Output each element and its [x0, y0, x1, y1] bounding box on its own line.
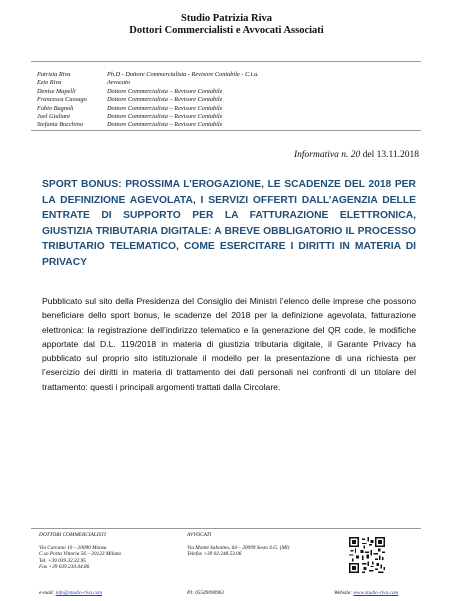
footer-divider: [31, 528, 421, 529]
member-name: Ezio Riva: [37, 79, 62, 87]
letterhead: [0, 13, 453, 36]
member-row: [37, 113, 367, 121]
website-label: Website:: [334, 590, 354, 596]
footer-website: [334, 590, 398, 596]
member-row: [37, 71, 367, 79]
document-body: Pubblicato sul sito della Presidenza del Consiglio dei Ministri l’elenco delle imprese che possono beneficiare dello sport bonus, le scadenze del 2018 per la definizione agevolata, fatturazione elettronica: la registrazione dell’indirizzo telematico e la generazione del QR code, le modifiche apportate dal D.L. 119/2018 in materia di giustizia tributaria digitale, il Garante Privacy ha pubblicato sul proprio sito istituzionale il modello per la presentazione di una richiesta per l’esercizio dei diritti in materia di trattamento dei dati personali nei confronti di un titolare del trattamento: questi i principali argomenti trattati dalla Circolare.: [42, 296, 416, 392]
header-divider: [31, 61, 421, 62]
footer-piva: PI: 05549090961: [187, 590, 225, 596]
informativa-number: Informativa n. 20: [294, 150, 361, 160]
email-link[interactable]: info@studio-riva.com: [55, 590, 103, 596]
member-name: Francesca Cassago: [37, 96, 87, 104]
footer-commercialisti: [39, 532, 189, 571]
member-role: Dottore Commercialista – Revisore Contabile: [107, 113, 223, 121]
member-role: Dottore Commercialista – Revisore Contabile: [107, 121, 223, 129]
member-row: [37, 121, 367, 129]
member-name: Stefania Bocchino: [37, 121, 83, 129]
member-role: Dottore Commercialista – Revisore Contabile: [107, 96, 223, 104]
website-link[interactable]: www.studio-riva.com: [353, 590, 399, 596]
footer-mid-line: Telefax +39 02.248.53.06: [187, 551, 242, 558]
footer-left-heading: DOTTORI COMMERCIALISTI: [39, 532, 106, 538]
footer-left-line: Via Carcano 10 – 20090 Monza: [39, 544, 107, 551]
footer-email: [39, 590, 102, 596]
members-divider: [31, 130, 421, 131]
member-row: [37, 79, 367, 87]
member-row: [37, 88, 367, 96]
footer-mid-line: Via Monte Sabotino, 64 – 20099 Sesto S.G. (MI): [187, 544, 290, 551]
footer-left-line: Fax +39 039.230.44.86: [39, 564, 90, 571]
member-name: Joel Giuliani: [37, 113, 71, 121]
member-role: Dottore Commercialista – Revisore Contabile: [107, 87, 223, 95]
member-name: Patrizia Riva: [37, 71, 71, 78]
studio-subtitle: Dottori Commercialisti e Avvocati Associati: [129, 25, 324, 36]
member-role: Ph.D - Dottore Commercialista - Revisore Contabile - C.t.u.: [107, 71, 259, 78]
member-row: [37, 96, 367, 104]
footer-left-line: Tel. +39 039.32.32.95: [39, 557, 86, 564]
member-name: Fabio Bagnoli: [37, 104, 74, 112]
footer-avvocati: [187, 532, 337, 558]
member-role: Avvocato: [107, 79, 131, 87]
member-role: Dottore Commercialista – Revisore Contabile: [107, 104, 223, 112]
footer-left-line: C.so Porta Vittoria 56 – 20123 Milano: [39, 551, 122, 558]
member-row: [37, 105, 367, 113]
footer-mid-heading: AVVOCATI: [187, 532, 212, 538]
studio-name: Studio Patrizia Riva: [181, 13, 272, 24]
informativa-date: del 13.11.2018: [360, 150, 419, 160]
member-name: Denise Mapelli: [37, 87, 76, 95]
email-label: e-mail:: [39, 590, 56, 596]
members-list: [37, 71, 367, 130]
qr-code-icon: [349, 537, 385, 573]
informativa-line: [294, 150, 419, 160]
document-title: SPORT BONUS: PROSSIMA L’EROGAZIONE, LE SCADENZE DEL 2018 PER LA DEFINIZIONE AGEVOLATA, I SERVIZI OFFERTI DALL’AGENZIA DELLE ENTRATE DI SUPPORTO PER LA FATTURAZIONE ELETTRONICA, GIUSTIZIA TRIBUTARIA DIGITALE: A BREVE OBBLIGATORIO IL PROCESSO TRIBUTARIO TELEMATICO, COME ESERCITARE I DIRITTI IN MATERIA DI PRIVACY: [42, 179, 416, 268]
